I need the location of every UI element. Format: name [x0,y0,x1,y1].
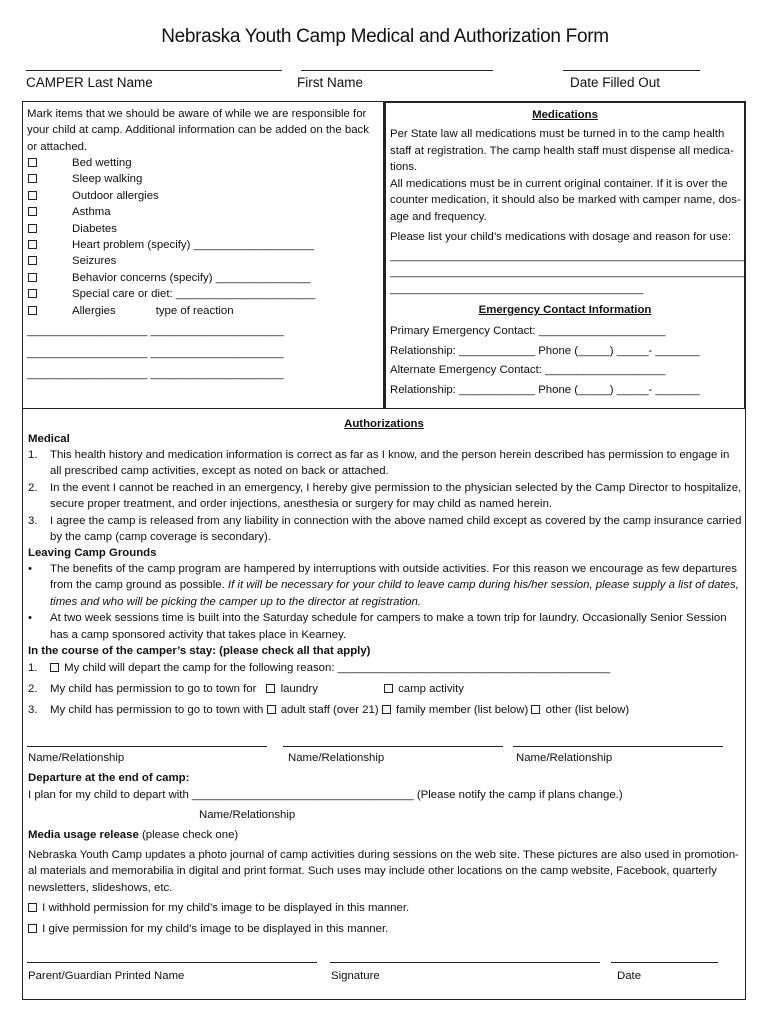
first-name-field[interactable] [301,70,493,71]
stay-option-2[interactable] [28,681,464,697]
checkbox[interactable] [28,256,37,265]
medications-line: Per State law all medications must be turned in to the camp health [390,128,725,140]
medications-blank[interactable]: ________________________________________________________ [390,266,745,278]
item-number: 1. [28,449,38,461]
printed-name-label: Parent/Guardian Printed Name [28,970,185,982]
first-name-label: First Name [297,75,364,90]
item-number: 3. [28,704,38,716]
conditions-list [28,155,315,319]
leaving-italic-text: times and who will be picking the camper up to the director at registration. [50,595,422,608]
departure-heading: Departure at the end of camp: [28,772,190,784]
conditions-intro [27,106,369,155]
signature-line[interactable] [330,962,600,963]
checkbox-give[interactable] [28,924,37,933]
leaving-text: has a camp sponsored activity that takes place in Kearney. [50,628,347,641]
medications-text [390,126,745,297]
bullet: • [28,612,32,625]
checkbox[interactable] [50,663,59,672]
stay-heading: In the course of the camper’s stay: (please check all that apply) [28,645,371,657]
item-text: In the event I cannot be reached in an emergency, I hereby give permission to the physician selected by the Camp Director to hospitalize, [50,481,742,494]
bullet: • [28,563,32,575]
intro-line: Mark items that we should be aware of while we are responsible for [27,108,367,120]
condition-item[interactable] [28,237,315,253]
checkbox-withhold[interactable] [28,903,37,912]
date-filled-label: Date Filled Out [570,75,661,90]
media-heading-line [28,827,238,843]
laundry-label: laundry [280,683,318,695]
media-give-option[interactable] [28,921,388,937]
withhold-label: I withhold permission for my child’s image to be displayed in this manner. [42,902,410,914]
condition-item[interactable] [28,188,315,204]
item-number: 1. [28,662,38,674]
item-text: secure proper treatment, and order injections, anesthesia or surgery for may child as named herein. [50,498,553,511]
alternate-contact-field[interactable]: Alternate Emergency Contact: ___________________ [390,364,666,377]
camp-activity-label: camp activity [398,683,464,695]
printed-name-line[interactable] [27,962,317,963]
item-text: by the camp (camp coverage is secondary). [50,531,271,544]
media-heading: Media usage release [28,829,139,841]
medical-list [28,447,741,545]
emergency-heading: Emergency Contact Information [478,304,652,316]
reaction-label: type of reaction [155,304,234,317]
medications-line: All medications must be in current original container. If it is over the [390,177,728,190]
last-name-label: CAMPER Last Name [26,75,153,90]
adult-staff-label: adult staff (over 21) [280,704,379,716]
checkbox-other[interactable] [531,705,540,714]
condition-label: Sleep walking [72,173,143,186]
medications-blank[interactable]: ________________________________________ [390,282,644,295]
condition-label: Seizures [72,255,117,268]
stay-text: My child will depart the camp for the following reason: ___________________________________________ [64,662,611,674]
allergy-blank[interactable]: ___________________ [27,325,148,337]
leaving-text: from the camp ground as possible. [50,579,228,592]
medical-item [28,447,741,463]
alternate-relationship-phone-field[interactable]: Relationship: ____________ Phone (_____) _____- _______ [390,383,700,396]
condition-item[interactable] [28,204,315,220]
date-filled-field[interactable] [563,70,700,71]
stay-text: My child has permission to go to town for [50,683,257,695]
checkbox[interactable] [28,207,37,216]
item-number: 2. [28,683,38,695]
allergy-blanks[interactable] [27,321,284,386]
leaving-text: The benefits of the camp program are hampered by interruptions with outside activities. For this reason we encourage as few departures [50,563,737,575]
checkbox-family-member[interactable] [382,705,391,714]
condition-item[interactable] [28,221,315,237]
media-note: (please check one) [138,829,239,841]
reaction-blank[interactable]: _____________________ [150,368,284,380]
condition-label: Outdoor allergies [72,189,159,202]
leaving-text: At two week sessions time is built into the Saturday schedule for campers to make a town trip for laundry. Occasionally Senior Session [50,612,727,625]
date-line[interactable] [611,962,718,963]
condition-item[interactable] [28,155,315,171]
checkbox[interactable] [28,273,37,282]
condition-item[interactable] [28,303,315,319]
medications-prompt: Please list your child’s medications with dosage and reason for use: [390,231,732,243]
signature-label: Signature [331,970,380,982]
leaving-heading: Leaving Camp Grounds [28,547,157,559]
name-relationship-line-2[interactable] [283,746,503,747]
condition-item[interactable] [28,286,315,302]
media-withhold-option[interactable] [28,900,409,916]
condition-item[interactable] [28,270,315,286]
medications-heading: Medications [532,109,598,121]
name-relationship-label: Name/Relationship [288,752,385,764]
departure-label: Name/Relationship [199,809,296,821]
condition-label: Special care or diet: ______________________ [72,288,316,301]
medical-item [28,513,741,529]
allergy-blank[interactable]: ___________________ [27,368,148,380]
reaction-blank[interactable]: _____________________ [150,325,284,337]
item-number: 2. [28,481,38,494]
medications-line: tions. [390,161,418,173]
primary-relationship-phone-field[interactable]: Relationship: ____________ Phone (_____) _____- _______ [390,344,700,357]
item-text: This health history and medication information is correct as far as I know, and the person herein described has permission to engage in [50,449,730,461]
date-label: Date [617,970,642,982]
checkbox[interactable] [28,224,37,233]
condition-label: Allergies [72,304,116,317]
condition-item[interactable] [28,253,315,269]
checkbox-adult-staff[interactable] [267,705,276,714]
checkbox[interactable] [28,174,37,183]
reaction-blank[interactable]: _____________________ [150,346,284,359]
media-text [28,847,739,896]
primary-contact-field[interactable]: Primary Emergency Contact: ____________________ [390,325,666,337]
condition-label: Asthma [72,206,111,219]
condition-label: Bed wetting [72,157,132,169]
media-line: newsletters, slideshows, etc. [28,881,173,894]
stay-option-1[interactable] [28,660,610,676]
authorizations-heading: Authorizations [344,418,424,430]
stay-text: My child has permission to go to town with [50,704,264,716]
condition-item[interactable] [28,171,315,187]
intro-line: or attached. [27,140,88,153]
give-label: I give permission for my child’s image to be displayed in this manner. [42,923,389,935]
emergency-fields[interactable] [390,322,700,400]
leaving-italic-text: If it will be necessary for your child to leave camp during his/her session, please supply a list of dates, [227,579,739,592]
checkbox-laundry[interactable] [266,684,275,693]
checkbox[interactable] [28,306,37,315]
family-member-label: family member (list below) [395,704,529,716]
form-title: Nebraska Youth Camp Medical and Authorization Form [161,26,609,47]
item-number: 3. [28,514,38,527]
medications-line: counter medication, it should also be marked with camper name, dos- [390,194,741,206]
other-label: other (list below) [545,704,630,716]
checkbox[interactable] [28,158,37,167]
condition-label: Behavior concerns (specify) _______________ [72,271,311,284]
leaving-list [28,561,739,643]
name-relationship-line-1[interactable] [27,746,267,747]
intro-line: your child at camp. Additional information can be added on the back [27,124,369,137]
checkbox[interactable] [28,191,37,200]
media-line: Nebraska Youth Camp updates a photo journal of camp activities during sessions on the web site. These pictures are also used in promotion- [28,849,739,861]
last-name-field[interactable] [26,70,282,71]
checkbox-camp-activity[interactable] [384,684,393,693]
item-text: all prescribed camp activities, except as noted on back or attached. [50,465,389,478]
name-relationship-label: Name/Relationship [28,752,125,764]
stay-option-3[interactable] [28,702,629,718]
medical-item [28,480,741,496]
condition-label: Heart problem (specify) ___________________ [72,239,314,252]
medications-blank[interactable]: ________________________________________________________ [390,249,745,262]
item-text: I agree the camp is released from any liability in connection with the above named child except as covered by the camp insurance carried [50,514,742,527]
name-relationship-label: Name/Relationship [516,752,613,764]
allergy-blank[interactable]: ___________________ [27,346,148,359]
checkbox[interactable] [28,289,37,298]
medical-heading: Medical [28,433,70,445]
checkbox[interactable] [28,240,37,249]
medications-line: age and frequency. [390,210,487,223]
media-line: al materials and memorabilia in digital and print format. Such uses may include other locations on the camp website, Facebook, quarterly [28,865,717,878]
name-relationship-line-3[interactable] [513,746,723,747]
departure-field[interactable]: I plan for my child to depart with ___________________________________ (Please notify the camp if plans change.) [28,789,623,801]
medications-line: staff at registration. The camp health staff must dispense all medica- [390,144,734,157]
condition-label: Diabetes [72,222,117,235]
